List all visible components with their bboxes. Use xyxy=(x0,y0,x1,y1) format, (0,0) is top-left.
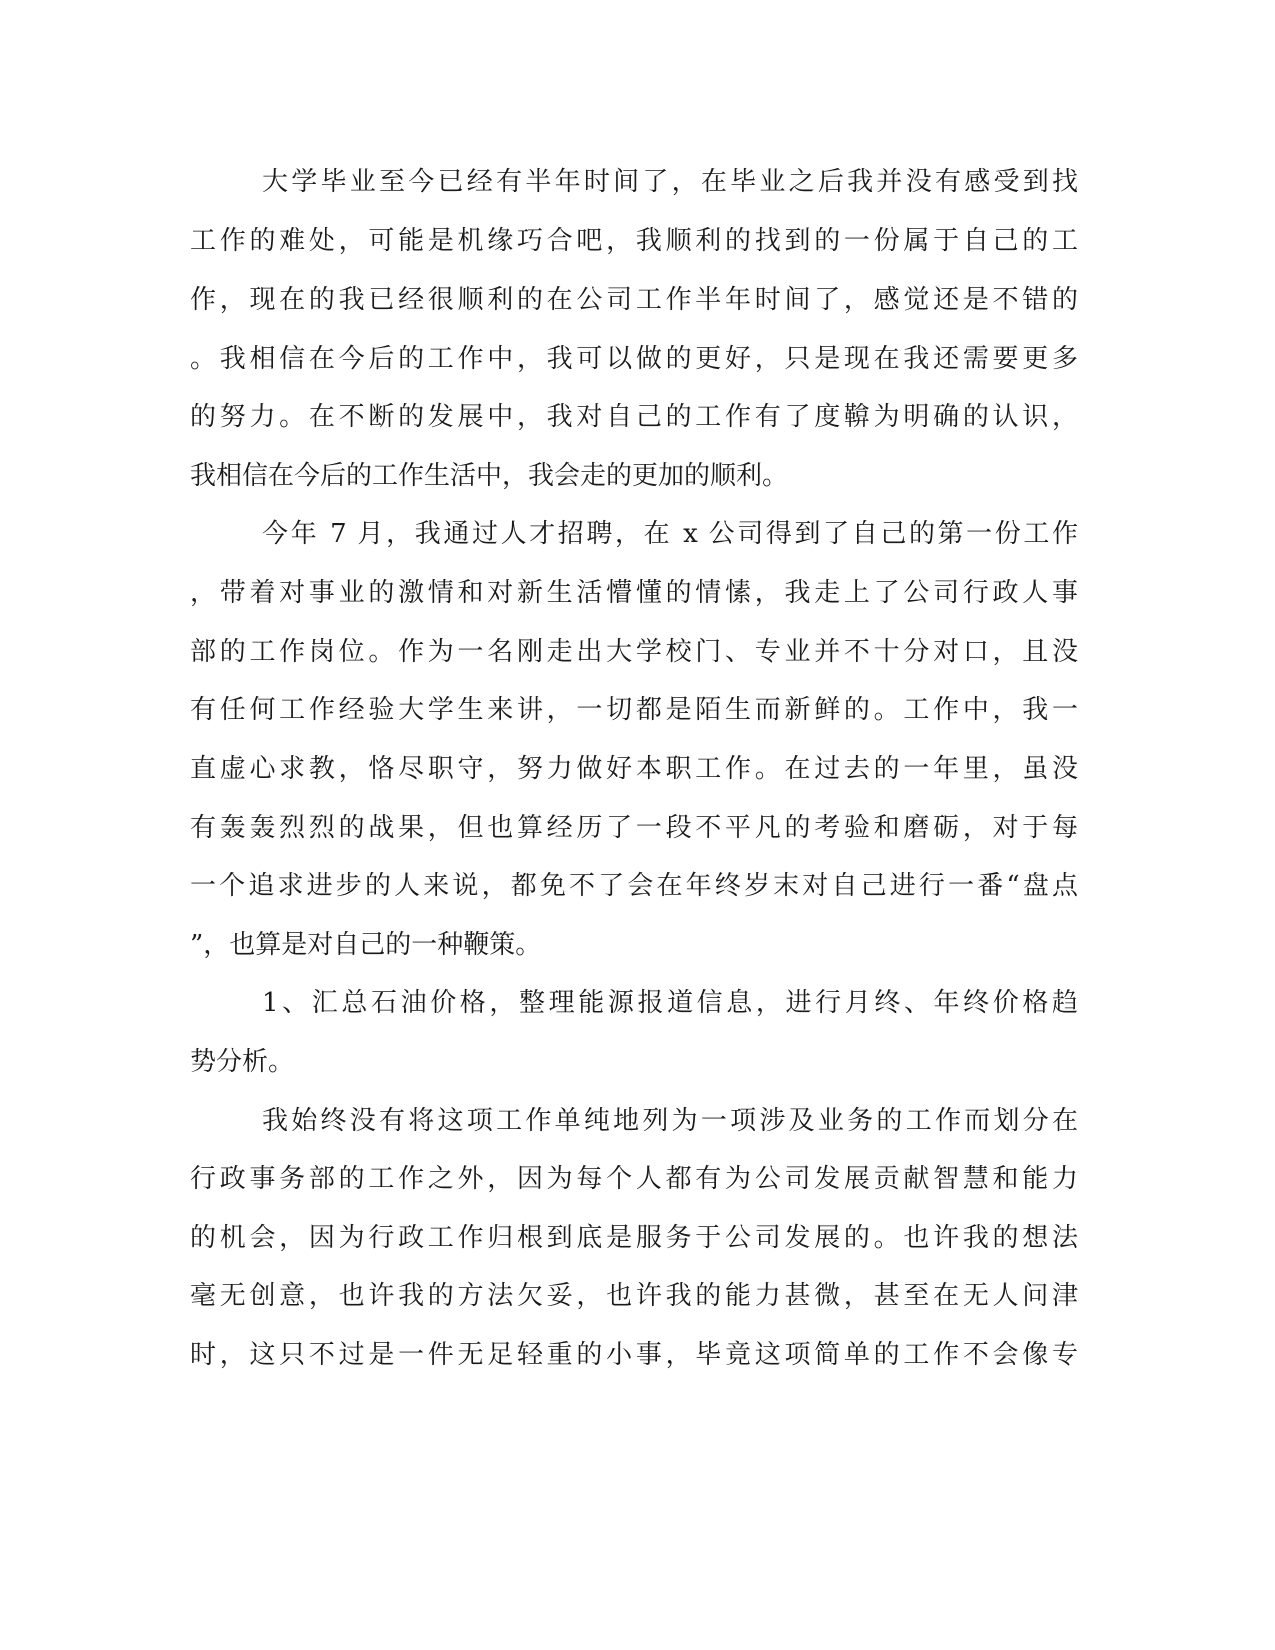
paragraph-1-line-6: 我相信在今后的工作生活中，我会走的更加的顺利。 xyxy=(190,461,789,491)
paragraph-2-line-8: ”，也算是对自己的一种鞭策。 xyxy=(190,930,542,960)
paragraph-2-line-2: ，带着对事业的激情和对新生活懵懂的情愫，我走上了公司行政人事 xyxy=(190,578,1078,608)
paragraph-2-line-7: 一个追求进步的人来说，都免不了会在年终岁末对自己进行一番“盘点 xyxy=(190,871,1078,901)
paragraph-1-line-4: 。我相信在今后的工作中，我可以做的更好，只是现在我还需要更多 xyxy=(190,344,1078,374)
paragraph-4-line-5: 时，这只不过是一件无足轻重的小事，毕竟这项简单的工作不会像专 xyxy=(190,1340,1078,1370)
paragraph-3-line-1: 1、汇总石油价格，整理能源报道信息，进行月终、年终价格趋 xyxy=(262,988,1078,1018)
paragraph-4-line-1: 我始终没有将这项工作单纯地列为一项涉及业务的工作而划分在 xyxy=(262,1106,1078,1136)
paragraph-4-line-4: 毫无创意，也许我的方法欠妥，也许我的能力甚微，甚至在无人问津 xyxy=(190,1281,1078,1311)
paragraph-1-line-2: 工作的难处，可能是机缘巧合吧，我顺利的找到的一份属于自己的工 xyxy=(190,226,1078,256)
paragraph-1-line-5: 的努力。在不断的发展中，我对自己的工作有了度鞥为明确的认识， xyxy=(190,402,1078,432)
paragraph-1-line-1: 大学毕业至今已经有半年时间了，在毕业之后我并没有感受到找 xyxy=(262,167,1078,197)
paragraph-3-line-2: 势分析。 xyxy=(190,1047,295,1077)
paragraph-2-line-1: 今年 7 月，我通过人才招聘，在 x 公司得到了自己的第一份工作 xyxy=(262,519,1078,549)
paragraph-2-line-4: 有任何工作经验大学生来讲，一切都是陌生而新鲜的。工作中，我一 xyxy=(190,695,1078,725)
paragraph-1-line-3: 作，现在的我已经很顺利的在公司工作半年时间了，感觉还是不错的 xyxy=(190,285,1078,315)
paragraph-2-line-6: 有轰轰烈烈的战果，但也算经历了一段不平凡的考验和磨砺，对于每 xyxy=(190,813,1078,843)
paragraph-2-line-3: 部的工作岗位。作为一名刚走出大学校门、专业并不十分对口，且没 xyxy=(190,637,1078,667)
paragraph-4-line-3: 的机会，因为行政工作归根到底是服务于公司发展的。也许我的想法 xyxy=(190,1223,1078,1253)
paragraph-2-line-5: 直虚心求教，恪尽职守，努力做好本职工作。在过去的一年里，虽没 xyxy=(190,754,1078,784)
paragraph-4-line-2: 行政事务部的工作之外，因为每个人都有为公司发展贡献智慧和能力 xyxy=(190,1164,1078,1194)
